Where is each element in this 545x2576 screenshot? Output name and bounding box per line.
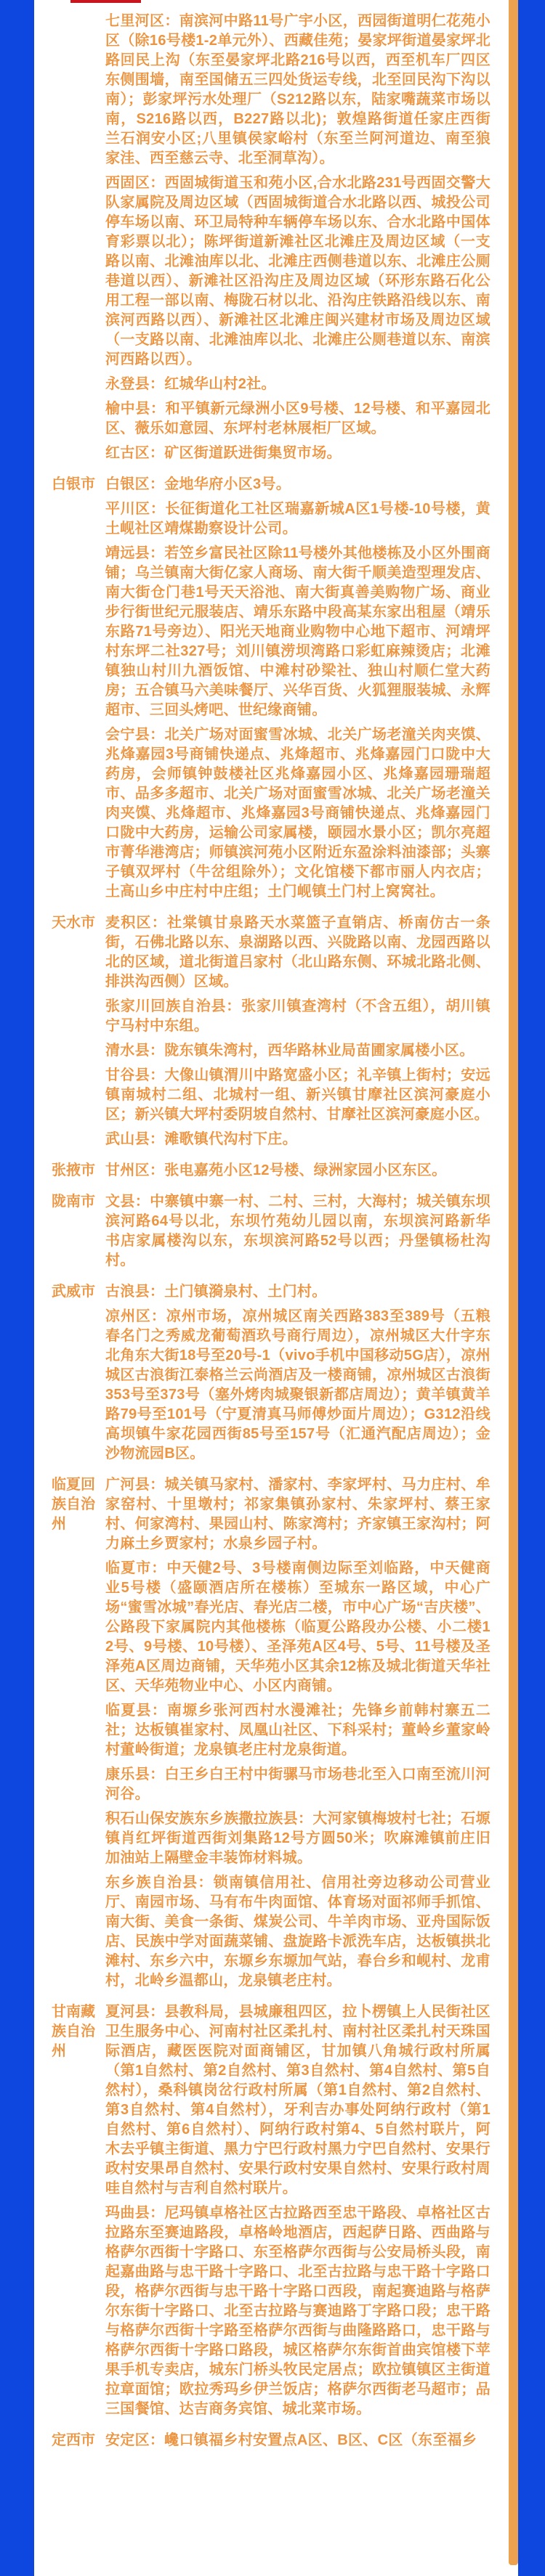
district-paragraph: 红古区：矿区街道跃进街集贸市场。 bbox=[105, 445, 342, 461]
district-paragraphs bbox=[105, 2431, 490, 2450]
district-paragraph: 临夏县：南塬乡张河西村水漫滩社；先锋乡前韩村寨五二社；达板镇崔家村、凤凰山社区、下科采村；董岭乡董家岭村董岭街道；龙泉镇老庄村龙泉街道。 bbox=[105, 1703, 490, 1758]
district-paragraph: 麦积区：社棠镇甘泉路天水菜篮子直销店、桥南仿古一条街，石佛北路以东、泉湖路以西、兴陇路以南、龙园西路以北的区域，道北街道吕家村（北山路东侧、环城北路北侧、排洪沟西侧）区域。 bbox=[105, 915, 490, 990]
district-paragraph: 东乡族自治县：锁南镇信用社、信用社旁边移动公司营业厅、南园市场、马有布牛肉面馆、体育场对面祁师手抓馆、南大街、美食一条街、煤炭公司、牛羊肉市场、亚舟国际饭店、民族中学对面蔬菜铺、盘旋路卡派洗车店，达板镇拱北滩村、东乡六中，东塬乡东塬加气站，春台乡和岘村、龙甫村，北岭乡温都山，龙泉镇老庄村。 bbox=[105, 1875, 490, 1989]
district-paragraph: 凉州区：凉州市场，凉州城区南关西路383至389号（五粮春名门之秀威龙葡萄酒玖号商行周边），凉州城区大什字东北角东大街18号至20号-1（vivo手机中国移动5G店），凉州城区古浪街江泰格兰云尚酒店及一楼商铺，凉州城区古浪街353号至373号（塞外烤肉城聚银新都店周边）；黄羊镇黄羊路79号至101号（宁夏清真马师傅炒面片周边）；G312沿线高坝镇牛家花园西街85号至157号（汇通汽配店周边）；金沙物流园B区。 bbox=[105, 1308, 490, 1462]
district-paragraphs bbox=[105, 1282, 490, 1464]
city-label: 临夏回族自治州 bbox=[52, 1477, 95, 1532]
district-paragraphs bbox=[105, 1161, 490, 1181]
district-paragraph: 平川区：长征街道化工社区瑞嘉新城A区1号楼-10号楼，黄土岘社区靖煤勘察设计公司。 bbox=[105, 501, 490, 537]
content-card bbox=[34, 0, 518, 2576]
district-paragraph: 七里河区：南滨河中路11号广宇小区，西园街道明仁花苑小区（除16号楼1-2单元外）、西藏佳苑；晏家坪街道晏家坪北路回民上沟（东至晏家坪北路216号以西，西至机车厂四区东侧围墙，南至国储五三四处货运专线，北至回民沟下沟以南）；彭家坪污水处理厂（S212路以东，陆家嘴蔬菜市场以南，S216路以西，B227路以北)；敦煌路街道任家庄西街兰石润安小区;八里镇侯家峪村（东至兰阿河道边、南至狼家洼、西至慈云寺、北至洞草沟）。 bbox=[105, 13, 490, 166]
district-paragraph: 会宁县：北关广场对面蜜雪冰城、北关广场老潼关肉夹馍、兆烽嘉园3号商铺快递点、兆烽超市、兆烽嘉园门口陇中大药房，会师镇钟鼓楼社区兆烽嘉园小区、兆烽嘉园珊瑞超市、品多多超市、北关广场对面蜜雪冰城、北关广场老潼关肉夹馍、兆烽超市、兆烽嘉园3号商铺快递点、兆烽嘉园门口陇中大药房，运输公司家属楼，颐园水景小区；凯尔亮超市菁华港湾店；师镇滨河苑小区附近东盈涂料油漆部；头寨子镇双坪村（牛岔组除外）；文化馆楼下都市丽人内衣店；土高山乡中庄村中庄组；土门岘镇土门村上窝窝社。 bbox=[105, 727, 490, 900]
district-paragraph: 甘谷县：大像山镇渭川中路宽盛小区；礼辛镇上街村；安远镇南城村二组、北城村一组、新兴镇甘摩社区滨河豪庭小区；新兴镇大坪村委阴坡自然村、甘摩社区滨河豪庭小区。 bbox=[105, 1067, 490, 1122]
region-group bbox=[52, 913, 490, 1149]
city-label: 陇南市 bbox=[52, 1194, 95, 1210]
district-paragraph: 榆中县：和平镇新元绿洲小区9号楼、12号楼、和平嘉园北区、薇乐如意园、东坪村老林展柜厂区域。 bbox=[105, 401, 490, 436]
district-paragraph: 张家川回族自治县：张家川镇查湾村（不含五组），胡川镇宁马村中东组。 bbox=[105, 998, 490, 1034]
district-paragraph: 临夏市：中天健2号、3号楼南侧边际至刘临路，中天健商业5号楼（盛颐酒店所在楼栋）至城东一路区域，中心广场“蜜雪冰城”春光店、春光店二楼，市中心广场“吉庆楼”、公路段下家属院内其他楼栋（临夏公路段办公楼、小二楼12号、9号楼、10号楼）、圣泽苑A区4号、5号、11号楼及圣泽苑A区周边商铺，天华苑小区其余12栋及城北街道天华社区、天华苑物业中心、小区内商铺。 bbox=[105, 1560, 490, 1694]
region-group bbox=[52, 2002, 490, 2419]
district-paragraph: 夏河县：县教科局，县城廉租四区，拉卜楞镇上人民街社区卫生服务中心、河南村社区柔扎村、南村社区柔扎村天珠国际酒店，藏医医院对面商铺区，甘加镇八角城行政村所属（第1自然村、第2自然村、第3自然村、第4自然村、第5自然村），桑科镇岗岔行政村所属（第1自然村、第2自然村、第3自然村、第4自然村），牙利吉办事处阿纳行政村（第1自然村、第6自然村）、阿纳行政村第4、5自然村联片，阿木去乎镇主街道、黑力宁巴行政村黑力宁巴自然村、安果行政村安果昂自然村、安果行政村安果自然村、安果行政村周哇自然村与吉利自然村联片。 bbox=[105, 2004, 490, 2196]
district-paragraph: 安定区：巉口镇福乡村安置点A区、B区、C区（东至福乡 bbox=[105, 2432, 477, 2448]
region-group bbox=[52, 12, 490, 463]
district-paragraph: 武山县：滩歌镇代沟村下庄。 bbox=[105, 1131, 297, 1147]
region-group bbox=[52, 475, 490, 902]
region-list bbox=[52, 12, 490, 2450]
district-paragraphs bbox=[105, 12, 490, 463]
region-group bbox=[52, 1192, 490, 1271]
district-paragraph: 靖远县：若笠乡富民社区除11号楼外其他楼栋及小区外围商铺；乌兰镇南大街亿家人商场、南大街千顺美造型理发店、南大街仓门巷1号天天浴池、南大街真善美购物广场、商业步行街世纪元服装店、靖乐东路中段高某东家出租屋（靖乐东路71号旁边）、阳光天地商业购物中心地下超市、河靖坪村东坪二社327号；刘川镇涝坝湾路口彩虹麻辣烫店；北滩镇独山村川九酒饭馆、中滩村砂梁社、独山村顺仁堂大药房；五合镇马六美味餐厅、兴华百货、火狐狸服装城、永辉超市、三回头烤吧、世纪缘商铺。 bbox=[105, 545, 490, 718]
scrollbar-thumb[interactable] bbox=[509, 0, 518, 2565]
city-label: 甘南藏族自治州 bbox=[52, 2004, 95, 2059]
district-paragraph: 文县：中寨镇中寨一村、二村、三村，大海村；城关镇东坝滨河路64号以北，东坝竹苑幼儿园以南，东坝滨河路新华书店家属楼沟以东，东坝滨河路52号以西；丹堡镇杨杜沟村。 bbox=[105, 1194, 490, 1268]
red-divider-fragment bbox=[70, 0, 141, 3]
region-group bbox=[52, 2431, 490, 2450]
district-paragraph: 白银区：金地华府小区3号。 bbox=[105, 476, 291, 492]
district-paragraph: 永登县：红城华山村2社。 bbox=[105, 376, 276, 392]
city-label: 张掖市 bbox=[52, 1162, 95, 1178]
district-paragraphs bbox=[105, 1192, 490, 1271]
district-paragraph: 甘州区：张电嘉苑小区12号楼、绿洲家园小区东区。 bbox=[105, 1162, 447, 1178]
district-paragraphs bbox=[105, 475, 490, 902]
city-label: 天水市 bbox=[52, 915, 95, 931]
district-paragraph: 广河县：城关镇马家村、潘家村、李家坪村、马力庄村、牟家窑村、十里墩村；祁家集镇孙家村、朱家坪村、蔡王家村、何家湾村、果园山村、陈家湾村；齐家镇王家沟村；阿力麻土乡贾家村；水泉乡园子村。 bbox=[105, 1477, 490, 1552]
district-paragraph: 玛曲县：尼玛镇卓格社区古拉路西至忠干路段、卓格社区古拉路东至赛迪路段，卓格岭地酒店，西起萨日路、西曲路与格萨尔西街十字路口、东至格萨尔西街与公安局桥头段，南起嘉曲路与忠干路十字路口、北至古拉路与忠干路十字路口段，格萨尔西街与忠干路十字路口西段，南起赛迪路与格萨尔东街十字路口、北至古拉路与赛迪路丁字路口段；忠干路与格萨尔西街十字路至格萨尔西街与曲隆路路口，忠干路与格萨尔西街十字路口路段，城区格萨尔东街首曲宾馆楼下苹果手机专卖店，城东门桥头牧民定居点；欧拉镇镇区主街道拉章面馆；欧拉秀玛乡伊兰饭店；格萨尔西街老马超市；品三国餐馆、达吉商务宾馆、城北菜市场。 bbox=[105, 2205, 490, 2417]
city-label: 白银市 bbox=[52, 476, 95, 492]
region-group bbox=[52, 1161, 490, 1181]
region-group bbox=[52, 1475, 490, 1991]
district-paragraph: 清水县：陇东镇朱湾村，西华路林业局苗圃家属楼小区。 bbox=[105, 1043, 475, 1059]
district-paragraph: 康乐县：白王乡白王村中街骡马市场巷北至入口南至流川河河谷。 bbox=[105, 1766, 490, 1802]
district-paragraph: 积石山保安族东乡族撒拉族县：大河家镇梅坡村七社；石塬镇肖红坪街道西街刘集路12号方圆50米；吹麻滩镇前庄旧加油站上隔壁金丰装饰材料城。 bbox=[105, 1811, 490, 1866]
district-paragraphs bbox=[105, 1475, 490, 1991]
district-paragraphs bbox=[105, 2002, 490, 2419]
district-paragraphs bbox=[105, 913, 490, 1149]
city-label: 武威市 bbox=[52, 1284, 95, 1300]
region-group bbox=[52, 1282, 490, 1464]
district-paragraph: 西固区：西固城街道玉和苑小区,合水北路231号西固交警大队家属院及周边区域（西固城街道合水北路以西、城投公司停车场以南、环卫局特种车辆停车场以东、合水北路中国体育彩票以北）；陈坪街道新滩社区北滩庄及周边区域（一支路以南、北滩油库以北、北滩庄西侧巷道以东、北滩庄公厕巷道以西）、新滩社区沿沟庄及周边区域（环形东路石化公用工程一部以南、梅陇石材以北、沿沟庄铁路沿线以东、南滨河西路以西）、新滩社区北滩庄闽兴建材市场及周边区域（一支路以南、北滩油库以北、北滩庄公厕巷道以东、南滨河西路以西）。 bbox=[105, 175, 490, 367]
district-paragraph: 古浪县：土门镇漪泉村、土门村。 bbox=[105, 1284, 327, 1300]
city-label: 定西市 bbox=[52, 2432, 95, 2448]
